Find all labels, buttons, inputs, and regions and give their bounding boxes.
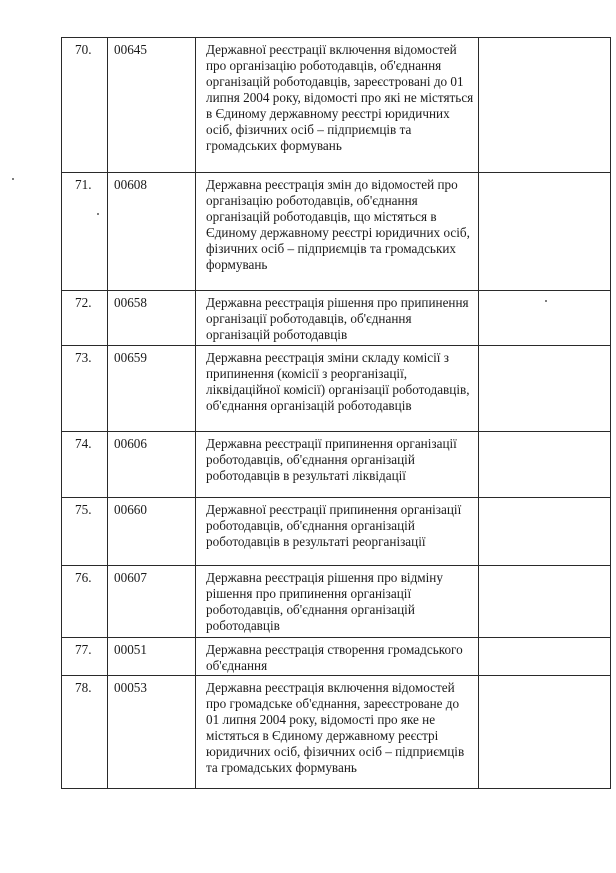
service-code: 00051	[108, 638, 196, 676]
row-number: 71.	[62, 173, 108, 291]
notes-cell	[479, 498, 611, 566]
notes-cell	[479, 173, 611, 291]
notes-cell	[479, 638, 611, 676]
notes-cell	[479, 346, 611, 432]
notes-cell	[479, 676, 611, 789]
row-number: 77.	[62, 638, 108, 676]
service-name: Державна реєстрація рішення про відміну рішення про припинення організації роботодавців, об'єднання організацій роботодавців	[196, 566, 479, 638]
row-number: 76.	[62, 566, 108, 638]
service-name: Державна реєстрації припинення організації роботодавців, об'єднання організацій роботодавців в результаті ліквідації	[196, 432, 479, 498]
service-code: 00658	[108, 291, 196, 346]
row-number: 74.	[62, 432, 108, 498]
notes-cell	[479, 432, 611, 498]
service-code: 00053	[108, 676, 196, 789]
notes-cell	[479, 291, 611, 346]
table-row	[62, 676, 611, 789]
service-name: Державна реєстрація включення відомостей про громадське об'єднання, зареєстроване до 01 липня 2004 року, відомості про яке не містяться в Єдиному державному реєстрі юридичних осіб, фізичних осіб – підприємців та громадських формувань	[196, 676, 479, 789]
service-code: 00645	[108, 38, 196, 173]
service-name: Державної реєстрації припинення організації роботодавців, об'єднання організацій роботодавців в результаті реорганізації	[196, 498, 479, 566]
table-row	[62, 566, 611, 638]
table-row	[62, 38, 611, 173]
service-name: Державна реєстрація створення громадського об'єднання	[196, 638, 479, 676]
row-number: 70.	[62, 38, 108, 173]
scan-speck	[97, 213, 99, 215]
table-row	[62, 432, 611, 498]
table-row	[62, 173, 611, 291]
service-name: Державна реєстрація змін до відомостей про організацію роботодавців, об'єднання організацій роботодавців, що містяться в Єдиному державному реєстрі юридичних осіб, фізичних осіб – підприємців та громадських формувань	[196, 173, 479, 291]
service-code: 00606	[108, 432, 196, 498]
service-name: Державної реєстрації включення відомостей про організацію роботодавців, об'єднання організацій роботодавців, зареєстровані до 01 липня 2004 року, відомості про які не містяться в Єдиному державному реєстрі юридичних осіб, фізичних осіб – підприємців та громадських формувань	[196, 38, 479, 173]
scan-speck	[12, 178, 14, 180]
row-number: 78.	[62, 676, 108, 789]
service-name: Державна реєстрація рішення про припинення організації роботодавців, об'єднання організацій роботодавців	[196, 291, 479, 346]
row-number: 73.	[62, 346, 108, 432]
services-table	[61, 37, 611, 789]
service-code: 00607	[108, 566, 196, 638]
table-row	[62, 638, 611, 676]
notes-cell	[479, 566, 611, 638]
service-code: 00660	[108, 498, 196, 566]
scan-speck	[545, 300, 547, 302]
row-number: 75.	[62, 498, 108, 566]
row-number: 72.	[62, 291, 108, 346]
service-code: 00608	[108, 173, 196, 291]
table-row	[62, 346, 611, 432]
table-row	[62, 291, 611, 346]
service-code: 00659	[108, 346, 196, 432]
notes-cell	[479, 38, 611, 173]
table-row	[62, 498, 611, 566]
service-name: Державна реєстрація зміни складу комісії з припинення (комісії з реорганізації, ліквідаційної комісії) організації роботодавців, об'єднання організацій роботодавців	[196, 346, 479, 432]
